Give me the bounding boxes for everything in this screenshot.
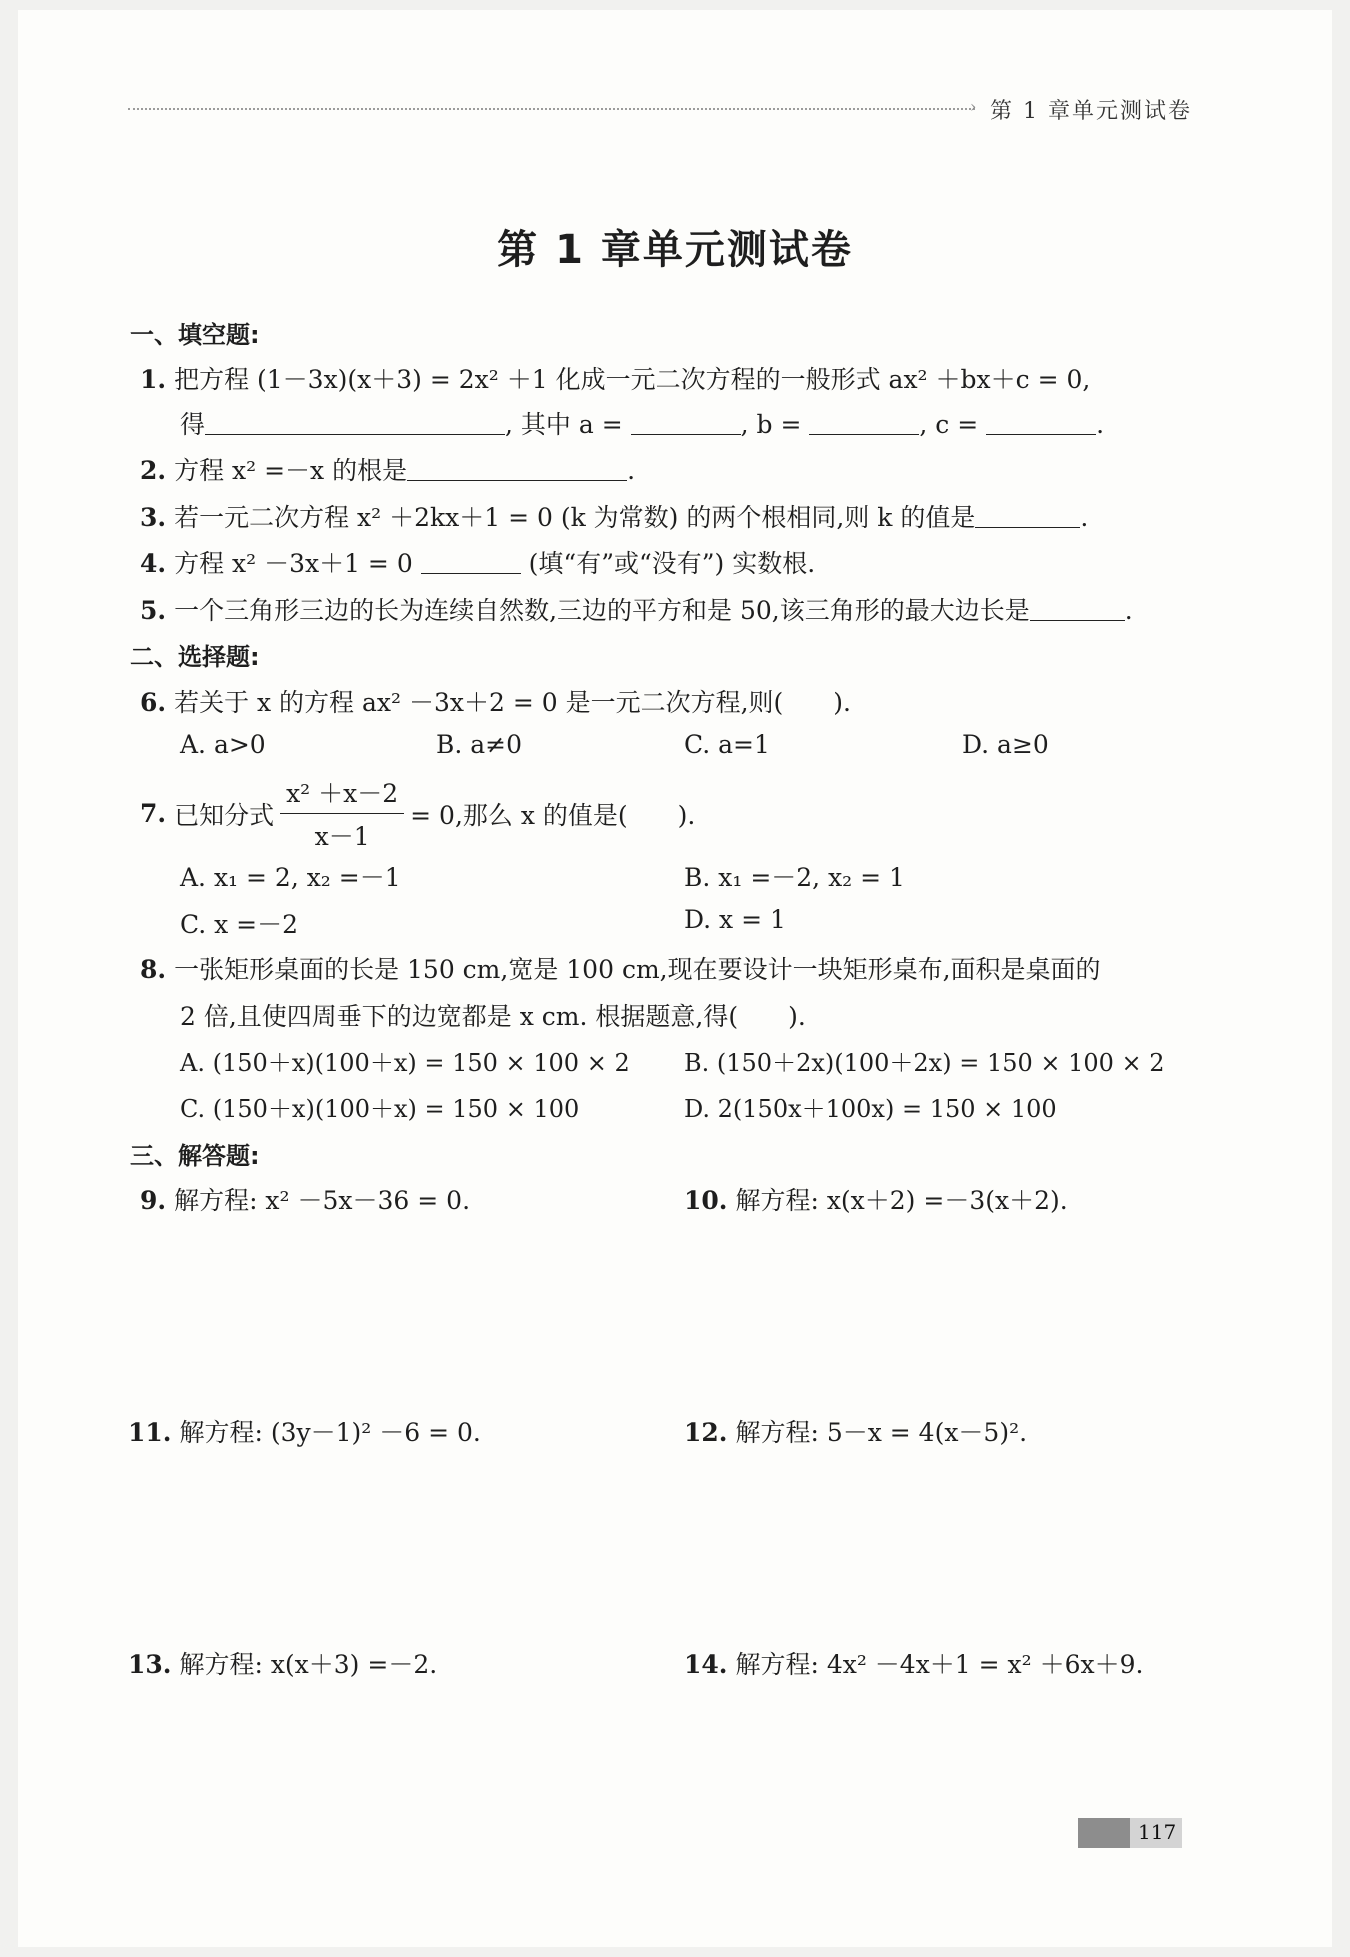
question-number: 2. [140, 456, 167, 485]
question-number: 10. [684, 1186, 728, 1215]
question-text: 已知分式 [174, 800, 275, 830]
question-text: 解方程: 5－x = 4(x－5)². [735, 1418, 1028, 1447]
answer-blank[interactable] [809, 410, 919, 435]
question-text: 方程 x² －3x＋1 = 0 [174, 549, 413, 578]
fraction [280, 774, 404, 853]
question-text: 解方程: x(x＋2) =－3(x＋2). [735, 1186, 1068, 1215]
question-text: 把方程 (1－3x)(x＋3) = 2x² ＋1 化成一元二次方程的一般形式 ax² ＋bx＋c = 0, [174, 365, 1091, 394]
option-a[interactable]: A. (150＋x)(100＋x) = 150 × 100 × 2 [180, 1049, 630, 1077]
answer-blank[interactable] [986, 410, 1096, 435]
question-text: , 其中 a = [505, 410, 623, 439]
question-3 [140, 498, 1088, 534]
question-text: . [1124, 596, 1133, 625]
question-text: . [627, 456, 636, 485]
option-c[interactable]: C. (150＋x)(100＋x) = 150 × 100 [180, 1095, 580, 1123]
page-number: 117 [1138, 1820, 1177, 1844]
question-5 [140, 591, 1133, 627]
option-a[interactable]: A. a>0 [180, 730, 266, 759]
option-d[interactable]: D. a≥0 [962, 730, 1049, 759]
answer-blank[interactable] [631, 410, 741, 435]
question-number: 1. [140, 365, 167, 394]
question-text: . [1080, 503, 1089, 532]
answer-blank[interactable] [421, 549, 521, 574]
question-2 [140, 451, 635, 487]
question-11 [128, 1413, 481, 1449]
question-number: 13. [128, 1650, 172, 1679]
question-text: 方程 x² =－x 的根是 [174, 456, 408, 485]
question-text: 若关于 x 的方程 ax² －3x＋2 = 0 是一元二次方程,则( ). [174, 688, 851, 717]
option-d[interactable]: D. x = 1 [684, 905, 786, 934]
question-9 [140, 1181, 470, 1217]
question-number: 14. [684, 1650, 728, 1679]
question-text: 一个三角形三边的长为连续自然数,三边的平方和是 50,该三角形的最大边长是 [174, 596, 1030, 625]
option-a[interactable]: A. x₁ = 2, x₂ =－1 [180, 863, 401, 892]
question-text: 解方程: 4x² －4x＋1 = x² ＋6x＋9. [735, 1650, 1144, 1679]
option-c[interactable]: C. x =－2 [180, 910, 299, 939]
option-b[interactable]: B. x₁ =－2, x₂ = 1 [684, 863, 905, 892]
question-text: , b = [740, 410, 802, 439]
answer-blank[interactable] [407, 456, 627, 481]
arrow-right-icon: › [970, 97, 977, 116]
question-text: 一张矩形桌面的长是 150 cm,宽是 100 cm,现在要设计一块矩形桌布,面积是桌面的 [174, 955, 1101, 984]
fraction-denominator: x－1 [314, 822, 370, 851]
option-c[interactable]: C. a=1 [684, 730, 770, 759]
option-b[interactable]: B. a≠0 [436, 730, 523, 759]
header-dotted-rule [128, 108, 975, 110]
question-1 [140, 360, 1090, 396]
question-text: 解方程: x² －5x－36 = 0. [174, 1186, 471, 1215]
question-text: 解方程: (3y－1)² －6 = 0. [179, 1418, 481, 1447]
question-text: 得 [180, 410, 206, 439]
question-8 [140, 950, 1101, 986]
section-fill-in: 一、填空题: [130, 321, 260, 349]
question-10 [684, 1181, 1068, 1217]
question-text: 解方程: x(x＋3) =－2. [179, 1650, 438, 1679]
question-7 [140, 774, 695, 853]
question-13 [128, 1645, 437, 1681]
page-title: 第 1 章单元测试卷 [497, 227, 853, 273]
running-head: 第 1 章单元测试卷 [990, 99, 1192, 124]
question-1-line2 [180, 405, 1104, 441]
question-text: 若一元二次方程 x² ＋2kx＋1 = 0 (k 为常数) 的两个根相同,则 k 的值是 [174, 503, 976, 532]
question-number: 6. [140, 688, 167, 717]
question-4 [140, 544, 815, 580]
question-number: 12. [684, 1418, 728, 1447]
question-number: 5. [140, 596, 167, 625]
question-text: = 0,那么 x 的值是( ). [410, 800, 696, 830]
answer-blank[interactable] [205, 410, 505, 435]
section-multiple-choice: 二、选择题: [130, 643, 260, 671]
answer-blank[interactable] [1030, 596, 1125, 621]
question-number: 3. [140, 503, 167, 532]
question-number: 7. [140, 799, 167, 828]
question-text: (填“有”或“没有”) 实数根. [528, 549, 816, 578]
question-number: 4. [140, 549, 167, 578]
question-text: . [1096, 410, 1105, 439]
question-14 [684, 1645, 1143, 1681]
section-solutions: 三、解答题: [130, 1142, 260, 1170]
option-d[interactable]: D. 2(150x＋100x) = 150 × 100 [684, 1095, 1057, 1123]
question-6 [140, 683, 851, 719]
question-number: 8. [140, 955, 167, 984]
fraction-numerator: x² ＋x－2 [280, 774, 404, 814]
question-number: 11. [128, 1418, 172, 1447]
question-number: 9. [140, 1186, 167, 1215]
option-b[interactable]: B. (150＋2x)(100＋2x) = 150 × 100 × 2 [684, 1049, 1165, 1077]
question-12 [684, 1413, 1027, 1449]
question-8-line2: 2 倍,且使四周垂下的边宽都是 x cm. 根据题意,得( ). [180, 1002, 806, 1031]
question-text: , c = [919, 410, 979, 439]
answer-blank[interactable] [975, 503, 1080, 528]
